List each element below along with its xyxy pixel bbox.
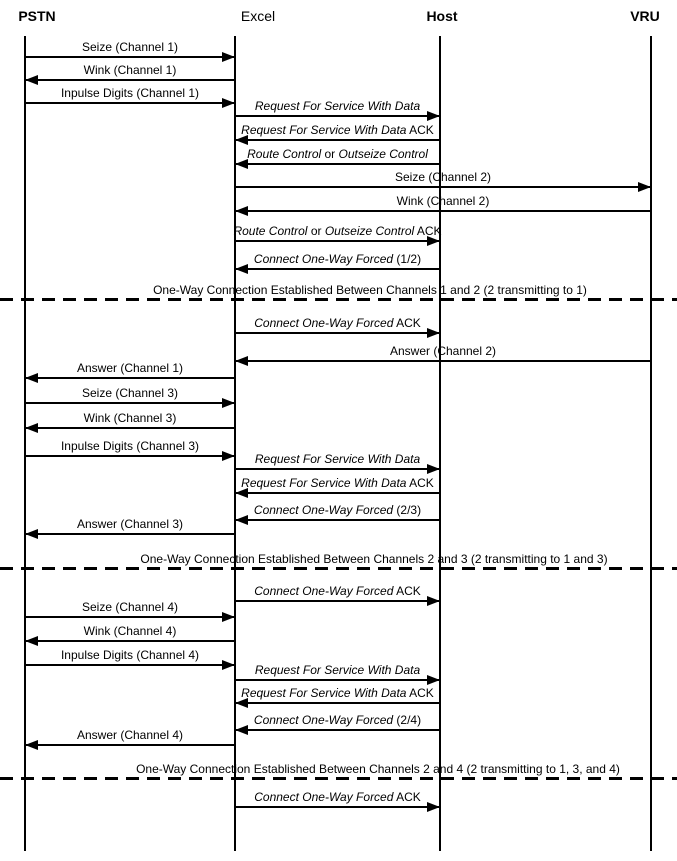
- message-label-segment: Request For Service With Data: [241, 686, 407, 700]
- message-label-segment: Connect One-Way Forced: [253, 252, 394, 266]
- arrowhead-right-icon: [427, 675, 440, 685]
- arrowhead-right-icon: [427, 802, 440, 812]
- message-arrow-line: [25, 79, 235, 81]
- message-label-segment: ACK: [406, 686, 434, 700]
- message-arrow-line: [25, 533, 235, 535]
- message-label-segment: Request For Service With Data: [254, 99, 421, 113]
- message-label: [77, 517, 183, 531]
- message-label: [61, 439, 199, 453]
- arrowhead-left-icon: [235, 206, 248, 216]
- message-arrow-line: [25, 377, 235, 379]
- message-label-segment: Wink (Channel 4): [83, 624, 177, 638]
- message-arrow-line: [235, 519, 440, 521]
- arrowhead-right-icon: [222, 98, 235, 108]
- message-label-segment: Answer (Channel 3): [76, 517, 184, 531]
- message-label: [61, 86, 199, 100]
- message-label-segment: Connect One-Way Forced: [254, 790, 394, 804]
- message-arrow-line: [235, 806, 440, 808]
- message-arrow-line: [235, 240, 440, 242]
- phase-separator-dashed-line: [0, 298, 677, 301]
- message-label: [254, 316, 421, 330]
- message-label-segment: Inpulse Digits (Channel 4): [60, 648, 200, 662]
- arrowhead-left-icon: [25, 636, 38, 646]
- arrowhead-right-icon: [638, 182, 651, 192]
- message-arrow-line: [235, 600, 440, 602]
- arrowhead-left-icon: [25, 373, 38, 383]
- actor-label-host: Host: [426, 8, 458, 24]
- message-arrow-line: [235, 360, 651, 362]
- message-label-segment: Connect One-Way Forced: [253, 503, 394, 517]
- message-label-segment: Connect One-Way Forced: [253, 713, 394, 727]
- phase-annotation: One-Way Connection Established Between Channels 1 and 2 (2 transmitting to 1): [153, 283, 587, 297]
- arrowhead-right-icon: [427, 111, 440, 121]
- message-arrow-line: [235, 468, 440, 470]
- message-arrow-line: [235, 186, 651, 188]
- message-arrow-line: [235, 679, 440, 681]
- message-label-segment: Answer (Channel 2): [389, 344, 497, 358]
- arrowhead-left-icon: [25, 740, 38, 750]
- actor-label-pstn: PSTN: [18, 8, 56, 24]
- message-label-segment: Seize (Channel 3): [81, 386, 179, 400]
- arrowhead-left-icon: [25, 423, 38, 433]
- message-label-segment: Seize (Channel 1): [81, 40, 179, 54]
- message-arrow-line: [25, 616, 235, 618]
- message-label-segment: ACK: [406, 476, 434, 490]
- message-arrow-line: [25, 455, 235, 457]
- message-label-segment: (1/2): [393, 252, 422, 266]
- arrowhead-right-icon: [222, 660, 235, 670]
- message-arrow-line: [235, 492, 440, 494]
- message-label: [77, 728, 183, 742]
- message-arrow-line: [25, 402, 235, 404]
- message-label: [82, 40, 178, 54]
- message-label: [241, 123, 434, 137]
- message-arrow-line: [235, 139, 440, 141]
- message-label: [255, 663, 420, 677]
- message-label-segment: Wink (Channel 3): [83, 411, 177, 425]
- message-arrow-line: [25, 744, 235, 746]
- message-arrow-line: [235, 332, 440, 334]
- arrowhead-left-icon: [25, 529, 38, 539]
- message-label: [84, 411, 177, 425]
- phase-annotation: One-Way Connection Established Between Channels 2 and 3 (2 transmitting to 1 and 3): [140, 552, 608, 566]
- actor-label-vru: VRU: [630, 8, 660, 24]
- message-label-segment: Inpulse Digits (Channel 1): [60, 86, 200, 100]
- message-label: [397, 194, 490, 208]
- message-arrow-line: [235, 163, 440, 165]
- arrowhead-right-icon: [222, 52, 235, 62]
- arrowhead-left-icon: [235, 159, 248, 169]
- message-arrow-line: [25, 102, 235, 104]
- message-arrow-line: [235, 210, 651, 212]
- message-arrow-line: [235, 729, 440, 731]
- arrowhead-left-icon: [25, 75, 38, 85]
- arrowhead-left-icon: [235, 356, 248, 366]
- arrowhead-right-icon: [222, 398, 235, 408]
- message-label-segment: Inpulse Digits (Channel 3): [60, 439, 200, 453]
- arrowhead-left-icon: [235, 725, 248, 735]
- phase-separator-dashed-line: [0, 777, 677, 780]
- message-arrow-line: [235, 268, 440, 270]
- message-label-segment: Request For Service With Data: [254, 452, 421, 466]
- message-label: [247, 147, 428, 161]
- message-arrow-line: [25, 427, 235, 429]
- message-label-segment: Answer (Channel 4): [76, 728, 184, 742]
- message-label-segment: ACK: [393, 316, 421, 330]
- message-label: [254, 252, 421, 266]
- message-label: [254, 584, 421, 598]
- message-label: [233, 224, 441, 238]
- message-label: [84, 624, 177, 638]
- message-arrow-line: [235, 115, 440, 117]
- message-label-segment: Wink (Channel 1): [83, 63, 177, 77]
- message-label: [241, 476, 434, 490]
- message-label: [390, 344, 496, 358]
- message-label: [254, 503, 421, 517]
- message-label-segment: or: [321, 147, 339, 161]
- message-label: [61, 648, 199, 662]
- message-label-segment: ACK: [393, 790, 421, 804]
- message-label-segment: Request For Service With Data: [241, 123, 407, 137]
- message-label-segment: Seize (Channel 4): [81, 600, 179, 614]
- message-arrow-line: [25, 640, 235, 642]
- arrowhead-right-icon: [222, 451, 235, 461]
- message-label: [241, 686, 434, 700]
- phase-separator-dashed-line: [0, 567, 677, 570]
- message-label: [84, 63, 177, 77]
- message-arrow-line: [25, 56, 235, 58]
- message-label: [82, 600, 178, 614]
- lifeline-pstn: [24, 36, 26, 851]
- message-label-segment: ACK: [406, 123, 434, 137]
- message-label-segment: Outseize Control: [324, 224, 415, 238]
- message-label-segment: Route Control: [233, 224, 308, 238]
- message-label-segment: Request For Service With Data: [254, 663, 421, 677]
- message-label-segment: ACK: [414, 224, 442, 238]
- message-label: [254, 713, 421, 727]
- phase-annotation: One-Way Connection Established Between Channels 2 and 4 (2 transmitting to 1, 3, and 4): [136, 762, 620, 776]
- message-label-segment: Request For Service With Data: [241, 476, 407, 490]
- message-label: [255, 452, 420, 466]
- actor-label-excel: Excel: [240, 8, 276, 24]
- message-label-segment: Route Control: [247, 147, 322, 161]
- message-label-segment: Wink (Channel 2): [396, 194, 490, 208]
- arrowhead-right-icon: [427, 328, 440, 338]
- message-label-segment: or: [307, 224, 325, 238]
- message-arrow-line: [25, 664, 235, 666]
- message-label-segment: Seize (Channel 2): [394, 170, 492, 184]
- arrowhead-right-icon: [427, 596, 440, 606]
- message-label: [254, 790, 421, 804]
- arrowhead-right-icon: [222, 612, 235, 622]
- message-label-segment: Connect One-Way Forced: [254, 584, 394, 598]
- message-label: [77, 361, 183, 375]
- message-label-segment: (2/3): [393, 503, 422, 517]
- arrowhead-right-icon: [427, 464, 440, 474]
- message-label: [255, 99, 420, 113]
- message-label-segment: Outseize Control: [338, 147, 428, 161]
- arrowhead-left-icon: [235, 515, 248, 525]
- message-label-segment: (2/4): [393, 713, 422, 727]
- message-label: [82, 386, 178, 400]
- lifeline-vru: [650, 36, 652, 851]
- message-label-segment: ACK: [393, 584, 421, 598]
- message-label: [395, 170, 491, 184]
- message-label-segment: Connect One-Way Forced: [254, 316, 394, 330]
- message-arrow-line: [235, 702, 440, 704]
- arrowhead-left-icon: [235, 264, 248, 274]
- message-label-segment: Answer (Channel 1): [76, 361, 184, 375]
